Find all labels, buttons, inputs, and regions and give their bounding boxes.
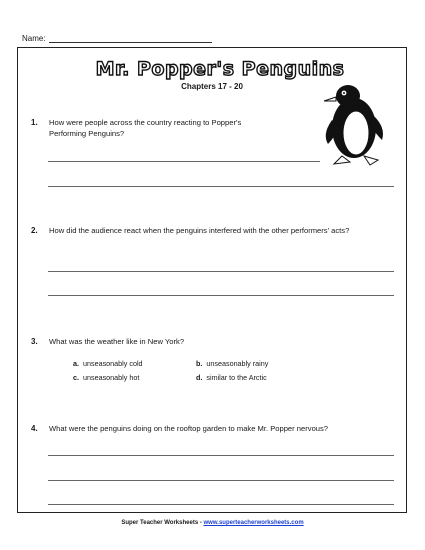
- choice-a-text: unseasonably cold: [83, 359, 143, 368]
- question-4-answer-line-2[interactable]: [48, 480, 394, 481]
- question-3-number: 3.: [31, 337, 38, 346]
- footer: [0, 520, 425, 526]
- choice-c[interactable]: [73, 373, 139, 382]
- choice-b-letter: b.: [196, 359, 203, 368]
- footer-url-link[interactable]: www.superteacherworksheets.com: [203, 520, 304, 526]
- choice-d-text: similar to the Arctic: [206, 373, 267, 382]
- question-4-number: 4.: [31, 424, 38, 433]
- worksheet-title-text: Mr. Popper's Penguins: [95, 58, 345, 80]
- footer-brand: Super Teacher Worksheets: [121, 520, 199, 526]
- choice-c-text: unseasonably hot: [83, 373, 140, 382]
- choice-b[interactable]: [196, 359, 268, 368]
- choice-c-letter: c.: [73, 373, 79, 382]
- question-2-answer-line-2[interactable]: [48, 295, 394, 296]
- question-1-answer-line-2[interactable]: [48, 186, 394, 187]
- choice-d[interactable]: [196, 373, 267, 382]
- question-4-answer-line-1[interactable]: [48, 455, 394, 456]
- worksheet-title: [95, 53, 345, 83]
- name-line[interactable]: [49, 42, 212, 43]
- question-2-number: 2.: [31, 226, 38, 235]
- question-4-text: What were the penguins doing on the rooftop garden to make Mr. Popper nervous?: [49, 424, 329, 433]
- choice-a-letter: a.: [73, 359, 79, 368]
- choice-a[interactable]: [73, 359, 143, 368]
- question-2-answer-line-1[interactable]: [48, 271, 394, 272]
- question-1-answer-line-1[interactable]: [48, 161, 320, 162]
- penguin-icon: [318, 76, 388, 166]
- footer-separator: -: [199, 520, 202, 526]
- question-1-text: How were people across the country reacting to Popper's Performing Penguins?: [49, 118, 242, 138]
- name-label: Name:: [22, 34, 46, 43]
- question-2-text: How did the audience react when the penguins interfered with the other performers' acts?: [49, 226, 350, 235]
- question-3-text: What was the weather like in New York?: [49, 337, 185, 346]
- chapters-subtitle: Chapters 17 - 20: [181, 82, 243, 91]
- question-1-number: 1.: [31, 118, 38, 127]
- choice-d-letter: d.: [196, 373, 203, 382]
- choice-b-text: unseasonably rainy: [206, 359, 269, 368]
- question-4-answer-line-3[interactable]: [48, 504, 394, 505]
